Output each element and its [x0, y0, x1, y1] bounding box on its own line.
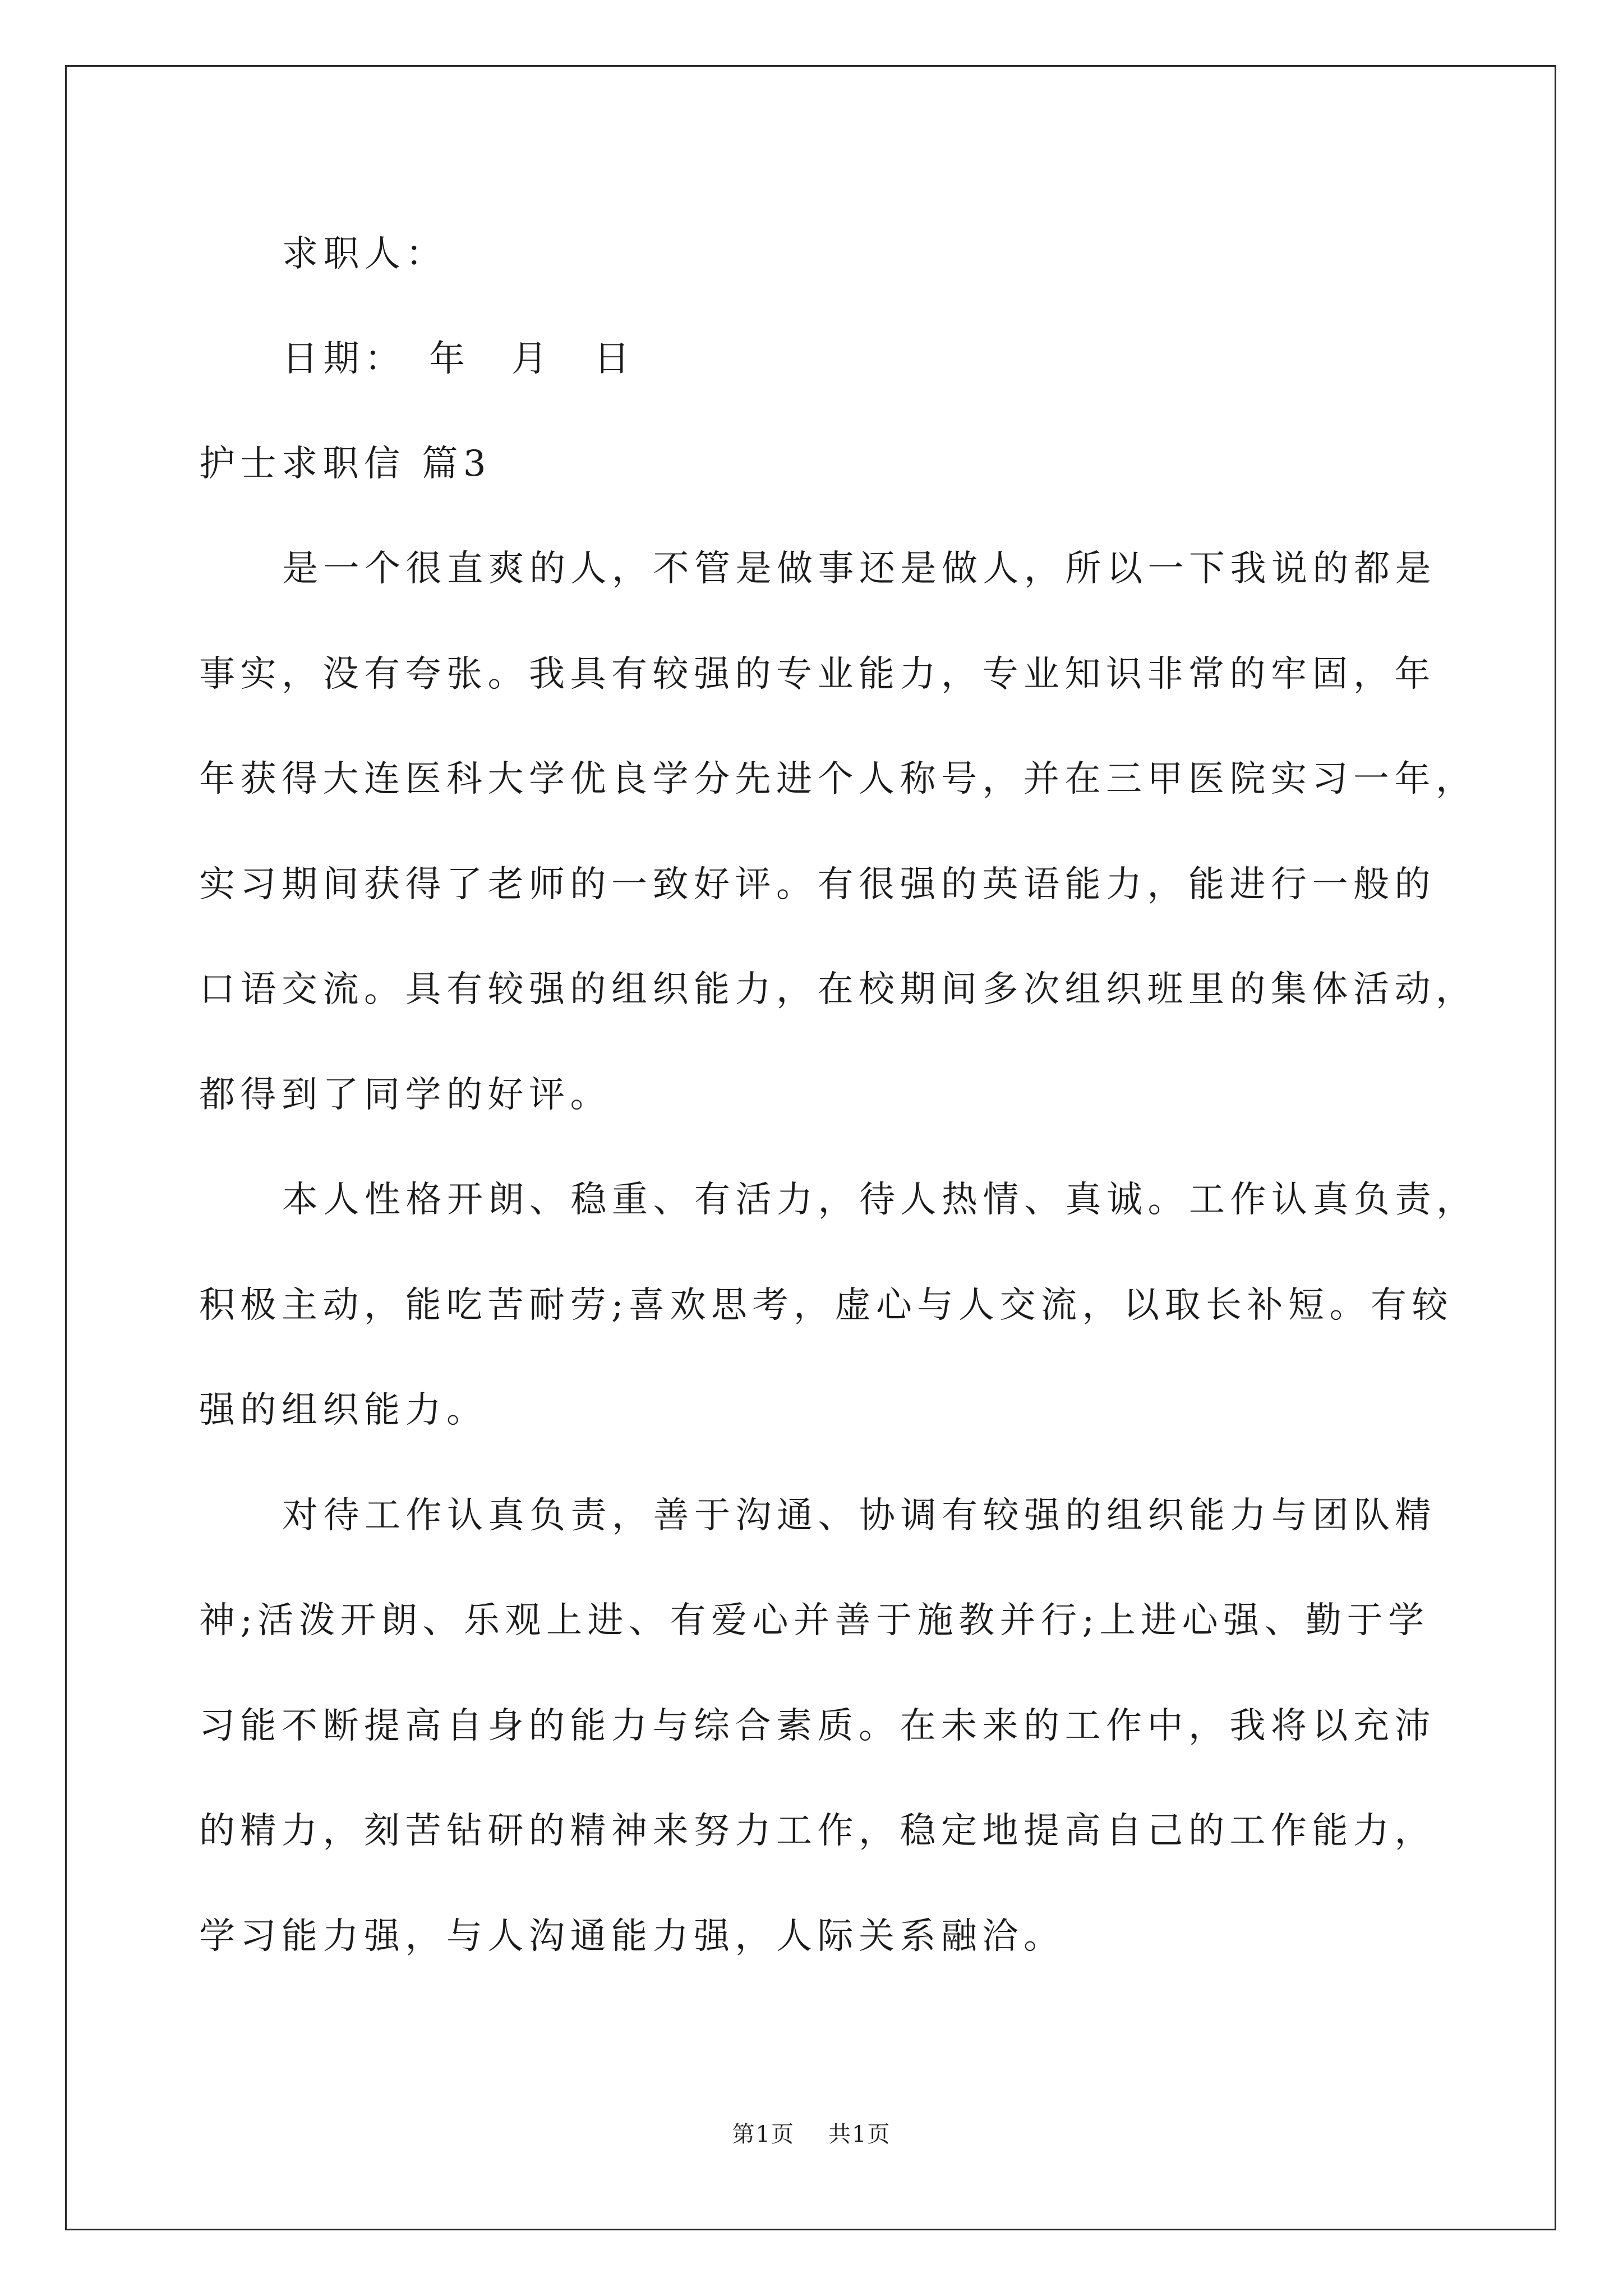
paragraph-line: 学习能力强，与人沟通能力强，人际关系融洽。 — [199, 1916, 1065, 1957]
paragraph-line: 口语交流。具有较强的组织能力，在校期间多次组织班里的集体活动， — [199, 969, 1477, 1010]
paragraph-line: 强的组织能力。 — [199, 1389, 488, 1431]
paragraph-line: 都得到了同学的好评。 — [199, 1074, 611, 1116]
paragraph-line: 神;活泼开朗、乐观上进、有爱心并善于施教并行;上进心强、勤于学 — [199, 1600, 1430, 1641]
paragraph-line: 本人性格开朗、稳重、有活力，待人热情、真诚。工作认真负责， — [282, 1179, 1478, 1221]
paragraph-line: 事实，没有夸张。我具有较强的专业能力，专业知识非常的牢固，年 — [199, 654, 1436, 695]
applicant-label: 求职人： — [282, 233, 447, 275]
paragraph-line: 习能不断提高自身的能力与综合素质。在未来的工作中，我将以充沛 — [199, 1705, 1436, 1747]
page-footer — [0, 2120, 1623, 2148]
paragraph-line: 实习期间获得了老师的一致好评。有很强的英语能力，能进行一般的 — [199, 864, 1436, 905]
paragraph-line: 对待工作认真负责，善于沟通、协调有较强的组织能力与团队精 — [282, 1495, 1436, 1536]
page-number: 第1页 — [732, 2122, 795, 2147]
paragraph-line: 积极主动，能吃苦耐劳;喜欢思考，虚心与人交流，以取长补短。有较 — [199, 1285, 1454, 1326]
paragraph-line: 是一个很直爽的人，不管是做事还是做人，所以一下我说的都是 — [282, 548, 1436, 590]
date-label: 日期： 年 月 日 — [282, 338, 635, 380]
paragraph-line: 的精力，刻苦钻研的精神来努力工作，稳定地提高自己的工作能力， — [199, 1810, 1436, 1852]
page-total: 共1页 — [828, 2122, 891, 2147]
paragraph-line: 年获得大连医科大学优良学分先进个人称号，并在三甲医院实习一年， — [199, 758, 1477, 800]
section-title: 护士求职信 篇3 — [199, 443, 492, 485]
page-border — [65, 65, 1556, 2230]
